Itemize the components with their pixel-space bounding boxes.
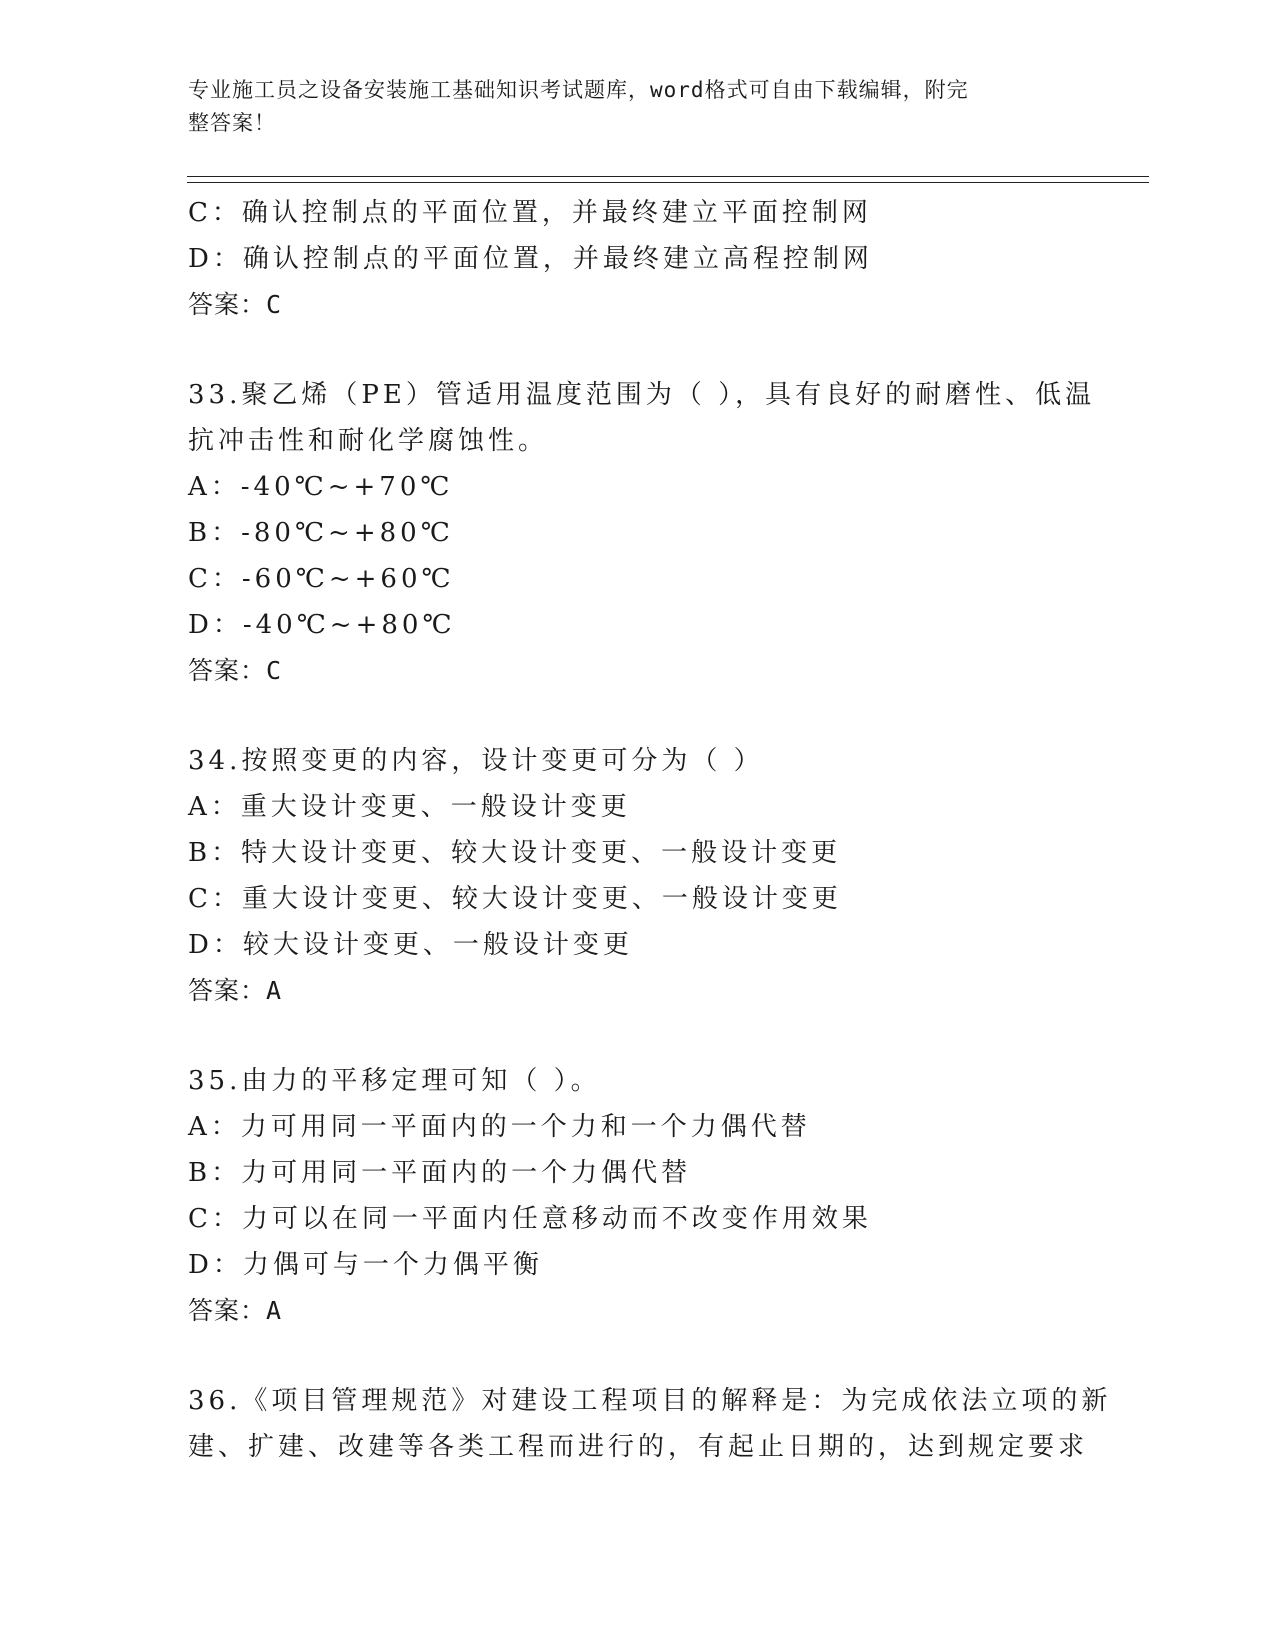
question-stem: 建、扩建、改建等各类工程而进行的，有起止日期的，达到规定要求 (188, 1432, 1089, 1462)
header-line-1: 专业施工员之设备安装施工基础知识考试题库，word格式可自由下载编辑，附完 (188, 78, 969, 102)
header-line-2: 整答案！ (188, 111, 276, 135)
option-line: D：力偶可与一个力偶平衡 (188, 1250, 543, 1280)
option-line: A：-40℃~+70℃ (188, 472, 454, 502)
answer-line: 答案：C (188, 656, 283, 685)
question-spacer (188, 328, 1088, 372)
answer-line: 答案：A (188, 1296, 283, 1325)
header-divider-top (187, 176, 1149, 177)
answer-line: 答案：C (188, 290, 283, 319)
question-spacer (188, 694, 1088, 738)
option-line: C：确认控制点的平面位置，并最终建立平面控制网 (188, 198, 872, 228)
question-spacer (188, 1334, 1088, 1378)
question-stem: 35.由力的平移定理可知（ ）。 (188, 1066, 601, 1096)
option-line: D：确认控制点的平面位置，并最终建立高程控制网 (188, 244, 873, 274)
option-line: A：重大设计变更、一般设计变更 (188, 792, 631, 822)
option-line: C：重大设计变更、较大设计变更、一般设计变更 (188, 884, 842, 914)
question-content (188, 190, 1112, 1470)
option-line: B：-80℃~+80℃ (188, 518, 454, 548)
question-stem: 抗冲击性和耐化学腐蚀性。 (188, 426, 549, 456)
option-line: B：特大设计变更、较大设计变更、一般设计变更 (188, 838, 842, 868)
option-line: C：力可以在同一平面内任意移动而不改变作用效果 (188, 1204, 872, 1234)
document-header (188, 74, 1068, 140)
header-divider-bottom (187, 182, 1149, 183)
question-stem: 33.聚乙烯（PE）管适用温度范围为（ ），具有良好的耐磨性、低温 (188, 380, 1096, 410)
option-line: C：-60℃~+60℃ (188, 564, 455, 594)
question-stem: 36.《项目管理规范》对建设工程项目的解释是：为完成依法立项的新 (188, 1386, 1112, 1416)
answer-line: 答案：A (188, 976, 283, 1005)
question-stem: 34.按照变更的内容，设计变更可分为（ ） (188, 746, 764, 776)
option-line: D：-40℃~+80℃ (188, 610, 456, 640)
question-spacer (188, 1014, 1088, 1058)
option-line: B：力可用同一平面内的一个力偶代替 (188, 1158, 692, 1188)
option-line: D：较大设计变更、一般设计变更 (188, 930, 633, 960)
option-line: A：力可用同一平面内的一个力和一个力偶代替 (188, 1112, 811, 1142)
